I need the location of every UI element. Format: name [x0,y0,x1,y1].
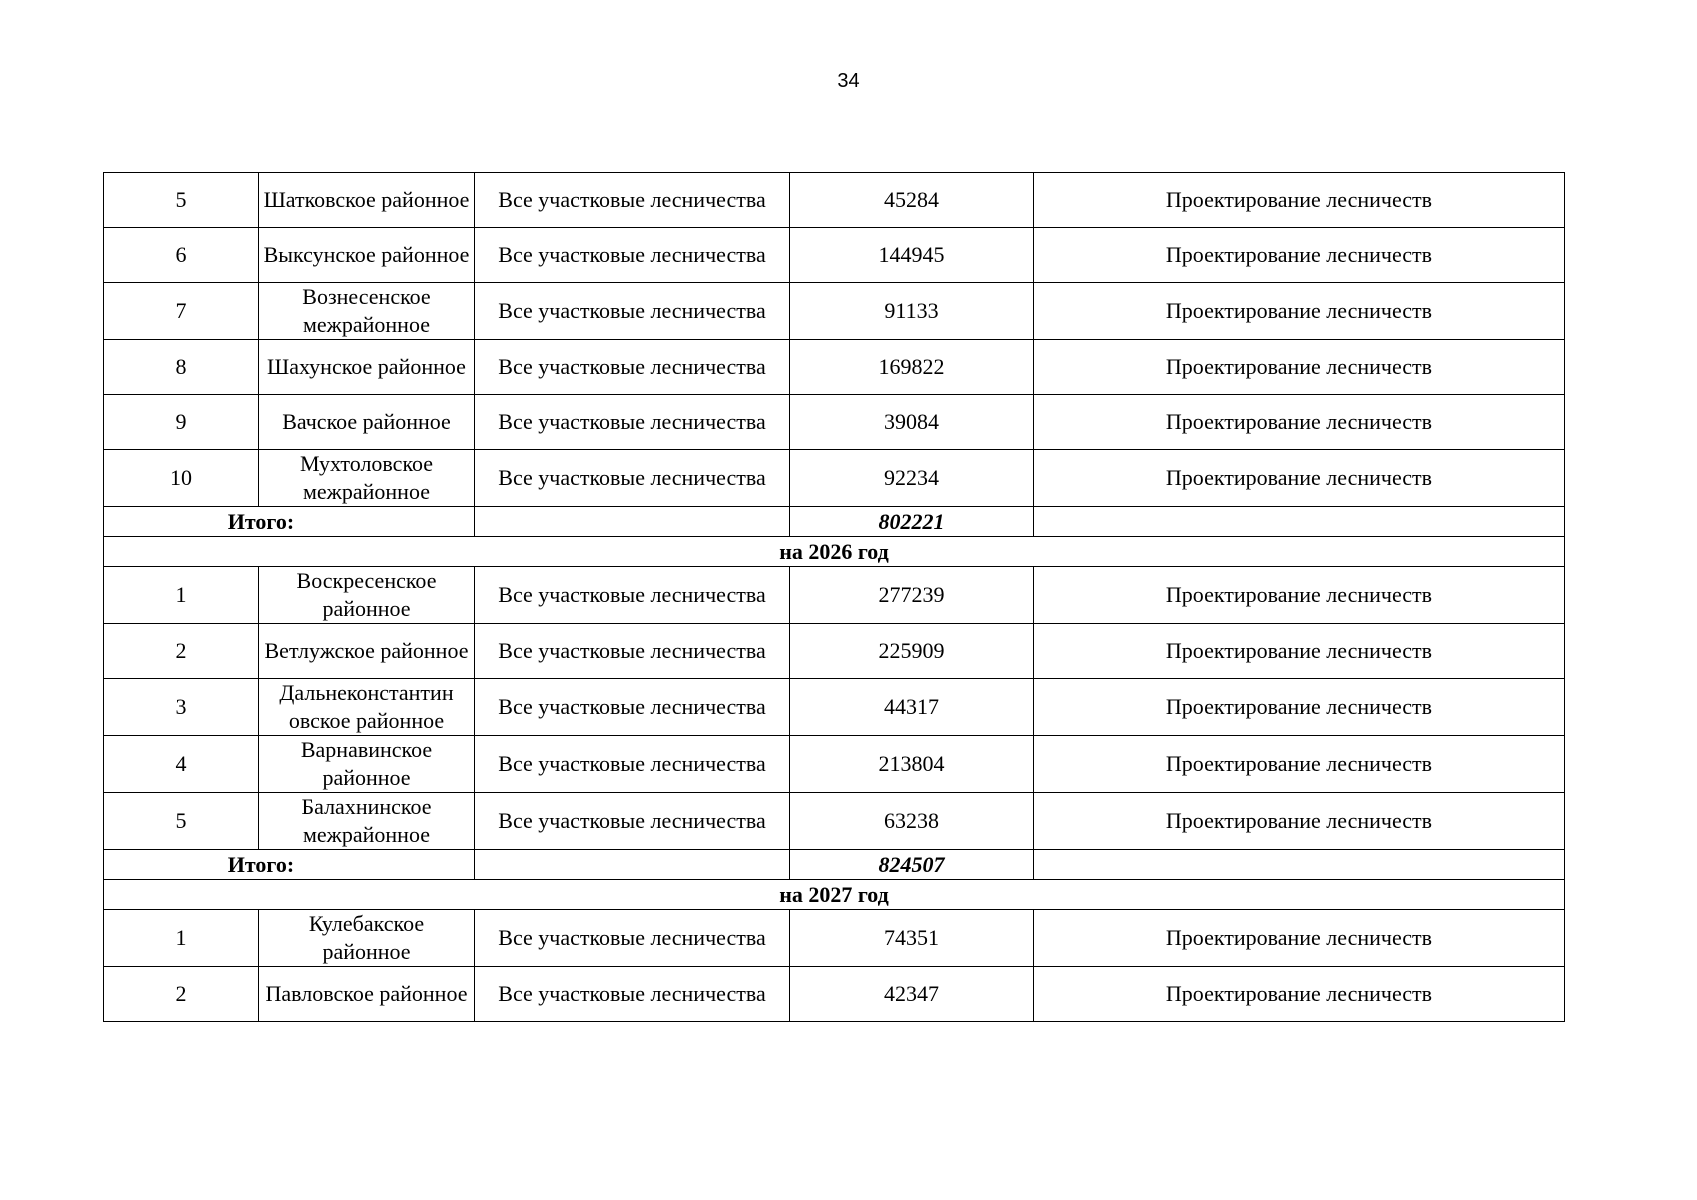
empty-cell [1034,507,1565,537]
total-label: Итого: [104,507,475,537]
row-number: 4 [104,736,259,793]
forestry-name: Шахунское районное [259,340,475,395]
measure-type: Проектирование лесничеств [1034,967,1565,1022]
district-forestries: Все участковые лесничества [475,679,790,736]
measure-type: Проектирование лесничеств [1034,395,1565,450]
row-number: 5 [104,173,259,228]
table-row [104,793,1565,850]
area-value: 91133 [790,283,1034,340]
row-number: 9 [104,395,259,450]
row-number: 2 [104,967,259,1022]
area-value: 42347 [790,967,1034,1022]
table-row [104,567,1565,624]
page-number: 34 [837,70,860,92]
total-value: 824507 [790,850,1034,880]
measure-type: Проектирование лесничеств [1034,679,1565,736]
measure-type: Проектирование лесничеств [1034,283,1565,340]
measure-type: Проектирование лесничеств [1034,450,1565,507]
row-number: 7 [104,283,259,340]
forestry-name: Мухтоловское межрайонное [259,450,475,507]
area-value: 39084 [790,395,1034,450]
section-heading: на 2026 год [104,537,1565,567]
table-row [104,228,1565,283]
row-number: 1 [104,567,259,624]
total-row [104,850,1565,880]
district-forestries: Все участковые лесничества [475,967,790,1022]
row-number: 10 [104,450,259,507]
empty-cell [475,850,790,880]
section-heading: на 2027 год [104,880,1565,910]
table-row [104,340,1565,395]
forestry-name: Вознесенское межрайонное [259,283,475,340]
row-number: 8 [104,340,259,395]
forestry-name: Вачское районное [259,395,475,450]
total-value: 802221 [790,507,1034,537]
area-value: 144945 [790,228,1034,283]
forestry-name: Дальнеконстантин овское районное [259,679,475,736]
forestry-name: Балахнинское межрайонное [259,793,475,850]
forestry-name: Воскресенское районное [259,567,475,624]
area-value: 63238 [790,793,1034,850]
district-forestries: Все участковые лесничества [475,910,790,967]
district-forestries: Все участковые лесничества [475,793,790,850]
measure-type: Проектирование лесничеств [1034,567,1565,624]
district-forestries: Все участковые лесничества [475,340,790,395]
table-row [104,967,1565,1022]
area-value: 213804 [790,736,1034,793]
area-value: 44317 [790,679,1034,736]
row-number: 1 [104,910,259,967]
total-row [104,507,1565,537]
empty-cell [1034,850,1565,880]
measure-type: Проектирование лесничеств [1034,793,1565,850]
area-value: 45284 [790,173,1034,228]
row-number: 5 [104,793,259,850]
table-row [104,173,1565,228]
forestry-name: Варнавинское районное [259,736,475,793]
forestry-name: Выксунское районное [259,228,475,283]
measure-type: Проектирование лесничеств [1034,910,1565,967]
measure-type: Проектирование лесничеств [1034,624,1565,679]
district-forestries: Все участковые лесничества [475,624,790,679]
table-row [104,624,1565,679]
table-row [104,679,1565,736]
forestry-name: Шатковское районное [259,173,475,228]
district-forestries: Все участковые лесничества [475,450,790,507]
area-value: 92234 [790,450,1034,507]
forestry-name: Павловское районное [259,967,475,1022]
district-forestries: Все участковые лесничества [475,283,790,340]
district-forestries: Все участковые лесничества [475,395,790,450]
table-row [104,395,1565,450]
forestry-name: Ветлужское районное [259,624,475,679]
measure-type: Проектирование лесничеств [1034,736,1565,793]
section-heading-row [104,880,1565,910]
area-value: 74351 [790,910,1034,967]
row-number: 3 [104,679,259,736]
table-row [104,283,1565,340]
forestry-table [103,172,1565,1022]
table-row [104,450,1565,507]
table-row [104,910,1565,967]
district-forestries: Все участковые лесничества [475,173,790,228]
forestry-name: Кулебакское районное [259,910,475,967]
area-value: 225909 [790,624,1034,679]
district-forestries: Все участковые лесничества [475,228,790,283]
row-number: 6 [104,228,259,283]
row-number: 2 [104,624,259,679]
area-value: 169822 [790,340,1034,395]
section-heading-row [104,537,1565,567]
measure-type: Проектирование лесничеств [1034,228,1565,283]
empty-cell [475,507,790,537]
district-forestries: Все участковые лесничества [475,567,790,624]
district-forestries: Все участковые лесничества [475,736,790,793]
area-value: 277239 [790,567,1034,624]
total-label: Итого: [104,850,475,880]
measure-type: Проектирование лесничеств [1034,340,1565,395]
table-row [104,736,1565,793]
measure-type: Проектирование лесничеств [1034,173,1565,228]
